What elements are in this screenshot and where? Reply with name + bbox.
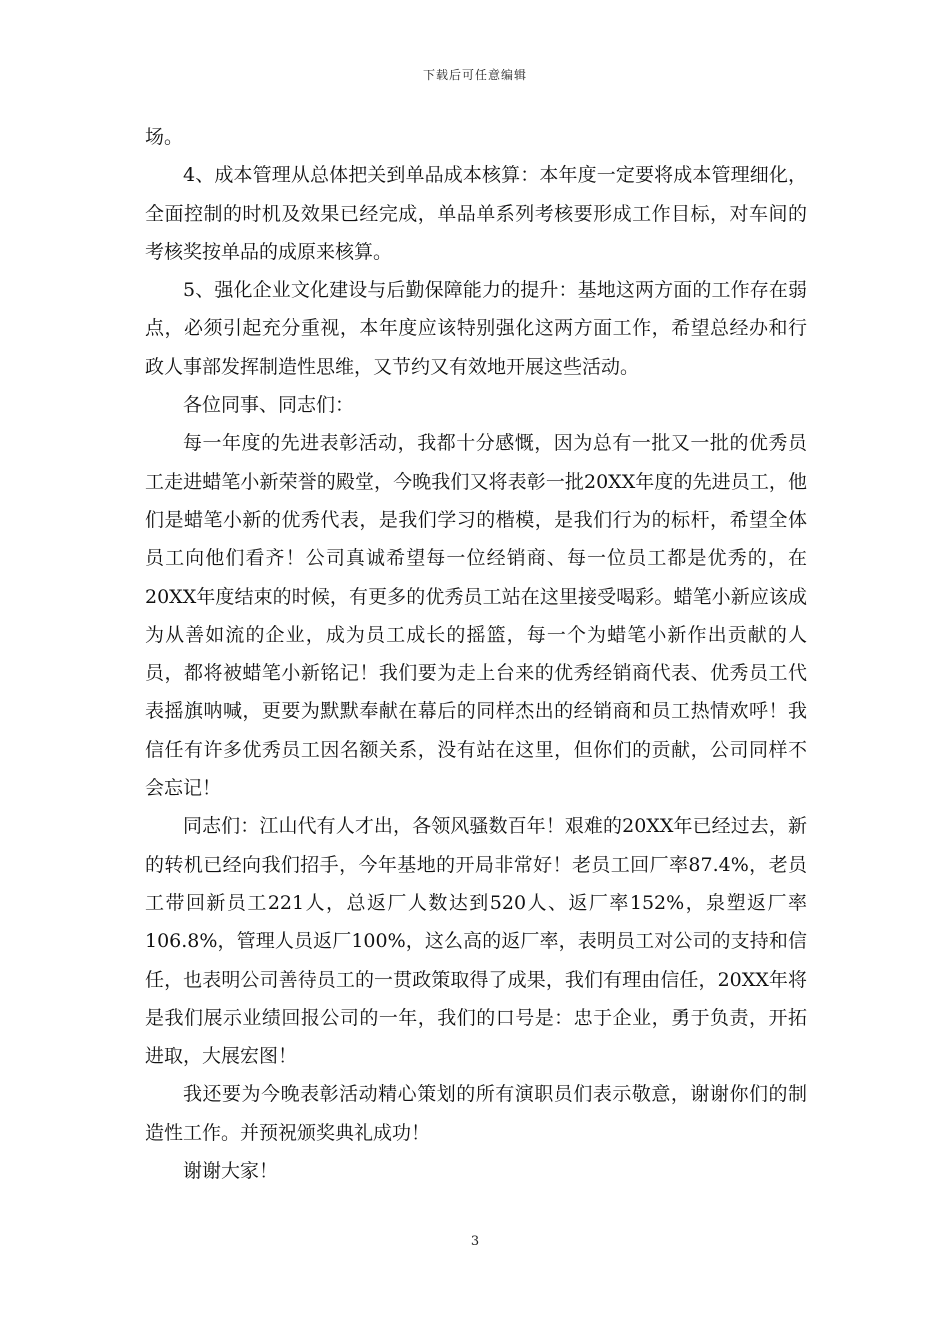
page-header: 下载后可任意编辑	[422, 68, 527, 82]
document-body	[145, 118, 807, 1190]
paragraph: 4、成本管理从总体把关到单品成本核算：本年度一定要将成本管理细化，全面控制的时机及效果已经完成，单品单系列考核要形成工作目标，对车间的考核奖按单品的成原来核算。	[145, 164, 807, 263]
paragraph: 我还要为今晚表彰活动精心策划的所有演职员们表示敬意，谢谢你们的制造性工作。并预祝颁奖典礼成功！	[145, 1083, 807, 1144]
paragraph: 场。	[145, 126, 184, 148]
paragraph: 每一年度的先进表彰活动，我都十分感慨，因为总有一批又一批的优秀员工走进蜡笔小新荣誉的殿堂，今晚我们又将表彰一批20XX年度的先进员工，他们是蜡笔小新的优秀代表，是我们学习的楷模，是我们行为的标杆，希望全体员工向他们看齐！公司真诚希望每一位经销商、每一位员工都是优秀的，在20XX年度结束的时候，有更多的优秀员工站在这里接受喝彩。蜡笔小新应该成为从善如流的企业，成为员工成长的摇篮，每一个为蜡笔小新作出贡献的人员，都将被蜡笔小新铭记！我们要为走上台来的优秀经销商代表、优秀员工代表摇旗呐喊，更要为默默奉献在幕后的同样杰出的经销商和员工热情欢呼！我信任有许多优秀员工因名额关系，没有站在这里，但你们的贡献，公司同样不会忘记！	[145, 432, 807, 800]
page-number: 3	[470, 1234, 480, 1249]
paragraph: 同志们：江山代有人才出，各领风骚数百年！艰难的20XX年已经过去，新的转机已经向我们招手，今年基地的开局非常好！老员工回厂率87.4%，老员工带回新员工221人，总返厂人数达到520人、返厂率152%，泉塑返厂率106.8%，管理人员返厂100%，这么高的返厂率，表明员工对公司的支持和信任，也表明公司善待员工的一贯政策取得了成果，我们有理由信任，20XX年将是我们展示业绩回报公司的一年，我们的口号是：忠于企业，勇于负责，开拓进取，大展宏图！	[145, 815, 807, 1068]
paragraph: 各位同事、同志们：	[183, 394, 355, 417]
paragraph: 谢谢大家！	[183, 1160, 279, 1183]
paragraph: 5、强化企业文化建设与后勤保障能力的提升：基地这两方面的工作存在弱点，必须引起充分重视，本年度应该特别强化这两方面工作，希望总经办和行政人事部发挥制造性思维，又节约又有效地开展这些活动。	[145, 279, 807, 378]
